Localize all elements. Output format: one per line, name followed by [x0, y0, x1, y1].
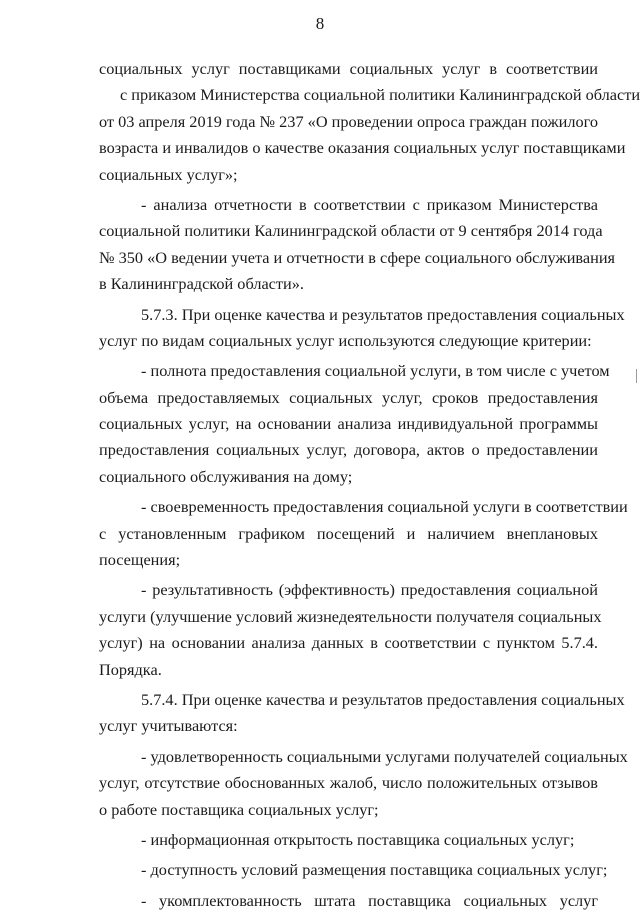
- text-line: - анализа отчетности в соответствии с приказом Министерства: [141, 194, 598, 214]
- paragraph: [99, 494, 628, 573]
- text-line: услуг, отсутствие обоснованных жалоб, число положительных отзывов: [99, 773, 598, 793]
- text-line: 5.7.4. При оценке качества и результатов предоставления социальных: [141, 689, 625, 709]
- scan-artifact-mark: [636, 369, 637, 383]
- text-line: № 350 «О ведении учета и отчетности в сфере социального обслуживания: [99, 247, 616, 267]
- text-line: с приказом Министерства социальной политики Калининградской области: [120, 85, 640, 105]
- text-line: социальных услуг, на основании анализа индивидуальной программы: [99, 414, 598, 434]
- text-line: от 03 апреля 2019 года № 237 «О проведении опроса граждан пожилого: [99, 111, 598, 131]
- text-line: социальных услуг»;: [99, 164, 238, 184]
- paragraph: [99, 888, 598, 914]
- paragraph: [99, 302, 625, 355]
- paragraph: [99, 56, 640, 188]
- text-line: - укомплектованность штата поставщика социальных услуг: [141, 890, 598, 910]
- text-line: о работе поставщика социальных услуг;: [99, 799, 379, 819]
- paragraph: [99, 358, 610, 490]
- text-line: предоставления социальных услуг, договора, актов о предоставлении: [99, 440, 598, 460]
- paragraph: [99, 857, 608, 883]
- text-line: - своевременность предоставления социальной услуги в соответствии: [141, 497, 628, 517]
- paragraph: [99, 577, 602, 683]
- text-line: социальной политики Калининградской области от 9 сентября 2014 года: [99, 221, 603, 241]
- paragraph: [99, 192, 616, 298]
- paragraph: [99, 687, 625, 740]
- text-line: социального обслуживания на дому;: [99, 466, 353, 486]
- text-line: Порядка.: [99, 659, 162, 679]
- paragraph: [99, 744, 628, 823]
- page-number: 8: [315, 14, 325, 33]
- text-line: социальных услуг поставщиками социальных услуг в соответствии: [99, 59, 598, 78]
- text-line: в Калининградской области».: [99, 274, 304, 294]
- text-line: - удовлетворенность социальными услугами получателей социальных: [141, 746, 628, 766]
- text-line: услуг учитываются:: [99, 716, 238, 736]
- text-line: - доступность условий размещения поставщика социальных услуг;: [141, 860, 608, 880]
- text-line: объема предоставляемых социальных услуг, сроков предоставления: [99, 387, 598, 407]
- text-line: услуг по видам социальных услуг используются следующие критерии:: [99, 330, 592, 350]
- text-line: возраста и инвалидов о качестве оказания социальных услуг поставщиками: [99, 138, 626, 158]
- text-line: с установленным графиком посещений и наличием внеплановых: [99, 523, 598, 543]
- paragraph: [99, 827, 598, 853]
- text-line: посещения;: [99, 550, 181, 570]
- text-line: - результативность (эффективность) предоставления социальной: [141, 580, 598, 600]
- text-line: 5.7.3. При оценке качества и результатов предоставления социальных: [141, 304, 625, 324]
- text-line: услуги (улучшение условий жизнедеятельности получателя социальных: [99, 606, 602, 626]
- text-line: - полнота предоставления социальной услуги, в том числе с учетом: [141, 361, 610, 381]
- text-line: услуг) на основании анализа данных в соответствии с пунктом 5.7.4.: [99, 633, 598, 653]
- document-body: [99, 56, 640, 914]
- text-line: - информационная открытость поставщика социальных услуг;: [141, 829, 575, 849]
